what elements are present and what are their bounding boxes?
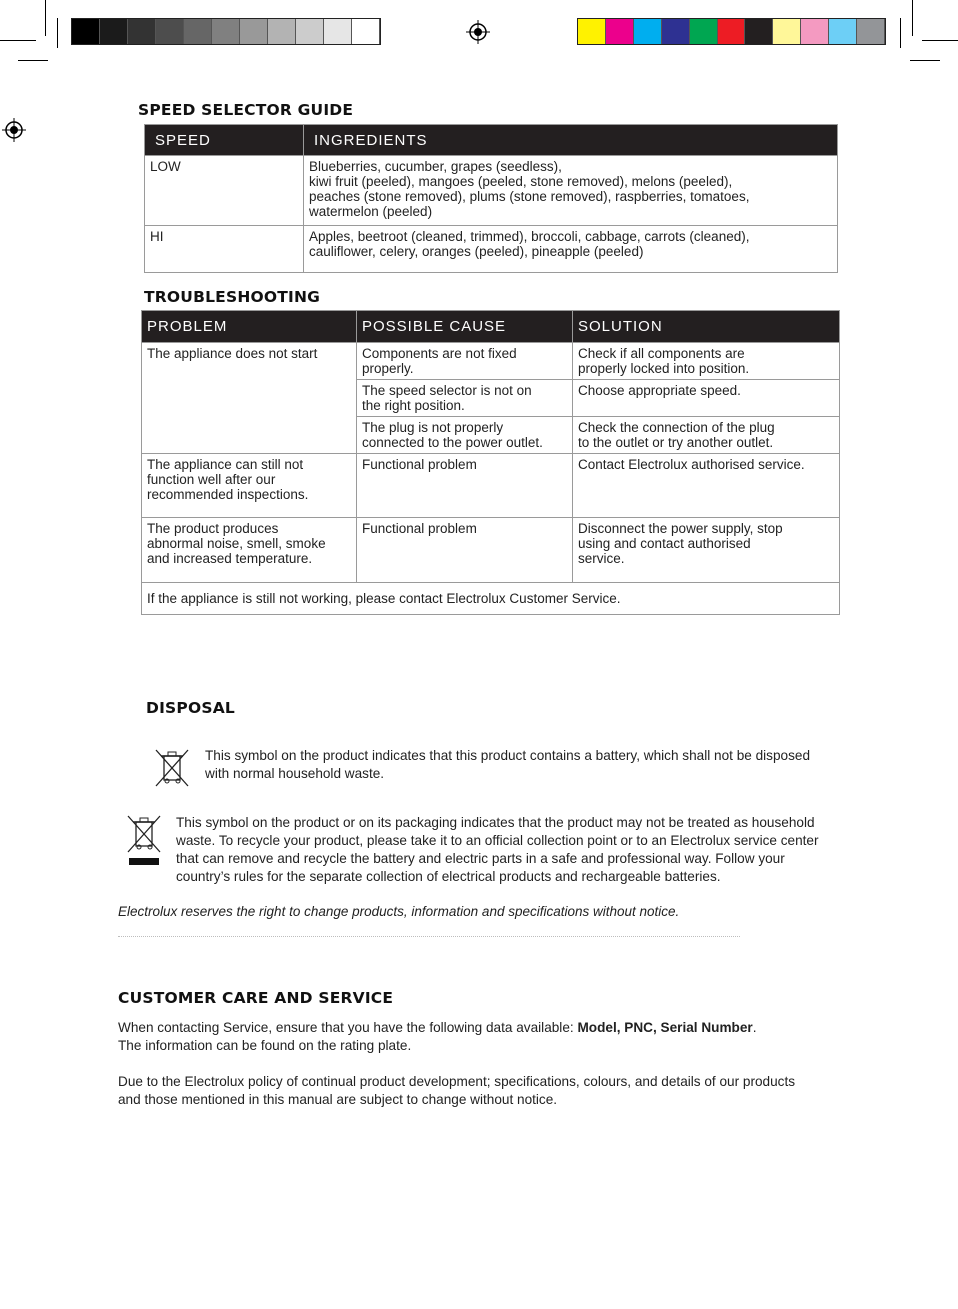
- color-swatch: [773, 19, 801, 44]
- speed-header: SPEED: [145, 125, 304, 156]
- color-swatch: [745, 19, 773, 44]
- customer-care-contact: [118, 1019, 756, 1055]
- contact-line: [118, 1019, 756, 1037]
- registration-mark-icon: [2, 118, 26, 142]
- color-swatch: [606, 19, 634, 44]
- speed-guide-title: SPEED SELECTOR GUIDE: [138, 101, 354, 119]
- problem-line: recommended inspections.: [147, 487, 309, 502]
- weee-disposal-note: [176, 814, 819, 886]
- contact-suffix: .: [752, 1020, 757, 1035]
- color-swatch: [212, 19, 240, 44]
- battery-disposal-note: [205, 747, 810, 783]
- cause-line: Components are not fixed: [362, 346, 517, 361]
- note-line: that can remove and recycle the battery and electric parts in a safe and professional way. Follow your: [176, 851, 785, 866]
- solution-header: SOLUTION: [573, 311, 840, 343]
- ingredients-line: watermelon (peeled): [309, 204, 433, 219]
- color-swatch: [296, 19, 324, 44]
- color-swatch: [240, 19, 268, 44]
- problem-cell: [142, 454, 357, 518]
- solution-line: service.: [578, 551, 625, 566]
- problem-line: The appliance can still not: [147, 457, 304, 472]
- cause-cell: [357, 343, 573, 380]
- solution-cell: [573, 417, 840, 454]
- color-swatch: [690, 19, 718, 44]
- problem-line: abnormal noise, smell, smoke: [147, 536, 326, 551]
- cause-line: the right position.: [362, 398, 465, 413]
- ingredients-line: Apples, beetroot (cleaned, trimmed), broccoli, cabbage, carrots (cleaned),: [309, 229, 750, 244]
- cause-header: POSSIBLE CAUSE: [357, 311, 573, 343]
- policy-paragraph: [118, 1073, 795, 1109]
- cmyk-color-bar: [577, 18, 886, 45]
- solution-line: Choose appropriate speed.: [578, 383, 741, 398]
- customer-care-title: CUSTOMER CARE AND SERVICE: [118, 989, 394, 1007]
- solution-line: Disconnect the power supply, stop: [578, 521, 783, 536]
- note-line: country’s rules for the separate collection of electrical products and rechargeable batteries.: [176, 869, 721, 884]
- color-swatch: [156, 19, 184, 44]
- cause-line: connected to the power outlet.: [362, 435, 543, 450]
- cause-cell: Functional problem: [357, 518, 573, 583]
- dotted-divider: [118, 936, 740, 937]
- solution-cell: [573, 343, 840, 380]
- color-swatch: [324, 19, 352, 44]
- solution-line: Check the connection of the plug: [578, 420, 775, 435]
- solution-cell: [573, 380, 840, 417]
- table-row: [142, 343, 840, 380]
- color-swatch: [100, 19, 128, 44]
- color-swatch: [718, 19, 746, 44]
- problem-cell: [142, 518, 357, 583]
- policy-line: and those mentioned in this manual are subject to change without notice.: [118, 1092, 558, 1107]
- table-row: [145, 156, 838, 226]
- cause-cell: [357, 417, 573, 454]
- color-swatch: [662, 19, 690, 44]
- cause-cell: Functional problem: [357, 454, 573, 518]
- problem-cell: The appliance does not start: [142, 343, 357, 454]
- ingredients-line: Blueberries, cucumber, grapes (seedless),: [309, 159, 562, 174]
- problem-line: The product produces: [147, 521, 279, 536]
- color-swatch: [184, 19, 212, 44]
- troubleshooting-table: [141, 310, 840, 615]
- note-line: waste. To recycle your product, please take it to an official collection point or to an Electrolux service center: [176, 833, 819, 848]
- color-swatch: [634, 19, 662, 44]
- color-swatch: [857, 19, 885, 44]
- color-swatch: [72, 19, 100, 44]
- rating-plate-line: The information can be found on the rating plate.: [118, 1038, 412, 1053]
- solution-line: properly locked into position.: [578, 361, 750, 376]
- contact-prefix: When contacting Service, ensure that you have the following data available:: [118, 1020, 578, 1035]
- table-row: [142, 518, 840, 583]
- ingredients-line: cauliflower, celery, oranges (peeled), pineapple (peeled): [309, 244, 644, 259]
- crossed-out-bin-icon: [154, 748, 190, 788]
- ingredients-cell: [304, 226, 838, 273]
- solution-line: Check if all components are: [578, 346, 745, 361]
- color-swatch: [268, 19, 296, 44]
- solution-line: using and contact authorised: [578, 536, 751, 551]
- cause-line: The plug is not properly: [362, 420, 504, 435]
- color-swatch: [829, 19, 857, 44]
- speed-value: LOW: [145, 156, 304, 226]
- note-line: This symbol on the product or on its packaging indicates that the product may not be treated as household: [176, 815, 815, 830]
- solution-line: to the outlet or try another outlet.: [578, 435, 774, 450]
- note-line: This symbol on the product indicates that this product contains a battery, which shall not be disposed: [205, 748, 811, 763]
- color-swatch: [352, 19, 380, 44]
- grayscale-color-bar: [71, 18, 381, 45]
- problem-header: PROBLEM: [142, 311, 357, 343]
- table-row: [142, 583, 840, 615]
- policy-line: Due to the Electrolux policy of continual product development; specifications, colours, and details of our products: [118, 1074, 796, 1089]
- reserve-rights-note: Electrolux reserves the right to change products, information and specifications without notice.: [118, 904, 680, 919]
- color-swatch: [801, 19, 829, 44]
- troubleshooting-footer: If the appliance is still not working, please contact Electrolux Customer Service.: [142, 583, 840, 615]
- solution-cell: [573, 518, 840, 583]
- cause-line: properly.: [362, 361, 414, 376]
- color-swatch: [578, 19, 606, 44]
- table-row: [145, 226, 838, 273]
- speed-value: HI: [145, 226, 304, 273]
- problem-line: function well after our: [147, 472, 276, 487]
- troubleshooting-title: TROUBLESHOOTING: [144, 288, 321, 306]
- cause-cell: [357, 380, 573, 417]
- note-line: with normal household waste.: [205, 766, 385, 781]
- ingredients-line: kiwi fruit (peeled), mangoes (peeled, stone removed), melons (peeled),: [309, 174, 733, 189]
- problem-line: and increased temperature.: [147, 551, 313, 566]
- ingredients-cell: [304, 156, 838, 226]
- ingredients-line: peaches (stone removed), plums (stone removed), raspberries, tomatoes,: [309, 189, 750, 204]
- speed-guide-table: [144, 124, 838, 273]
- weee-bin-icon: [125, 814, 163, 868]
- solution-cell: Contact Electrolux authorised service.: [573, 454, 840, 518]
- cause-line: The speed selector is not on: [362, 383, 532, 398]
- color-swatch: [128, 19, 156, 44]
- required-data: Model, PNC, Serial Number: [577, 1020, 753, 1035]
- disposal-title: DISPOSAL: [146, 699, 235, 717]
- ingredients-header: INGREDIENTS: [304, 125, 838, 156]
- registration-mark-icon: [466, 20, 490, 44]
- table-row: [142, 454, 840, 518]
